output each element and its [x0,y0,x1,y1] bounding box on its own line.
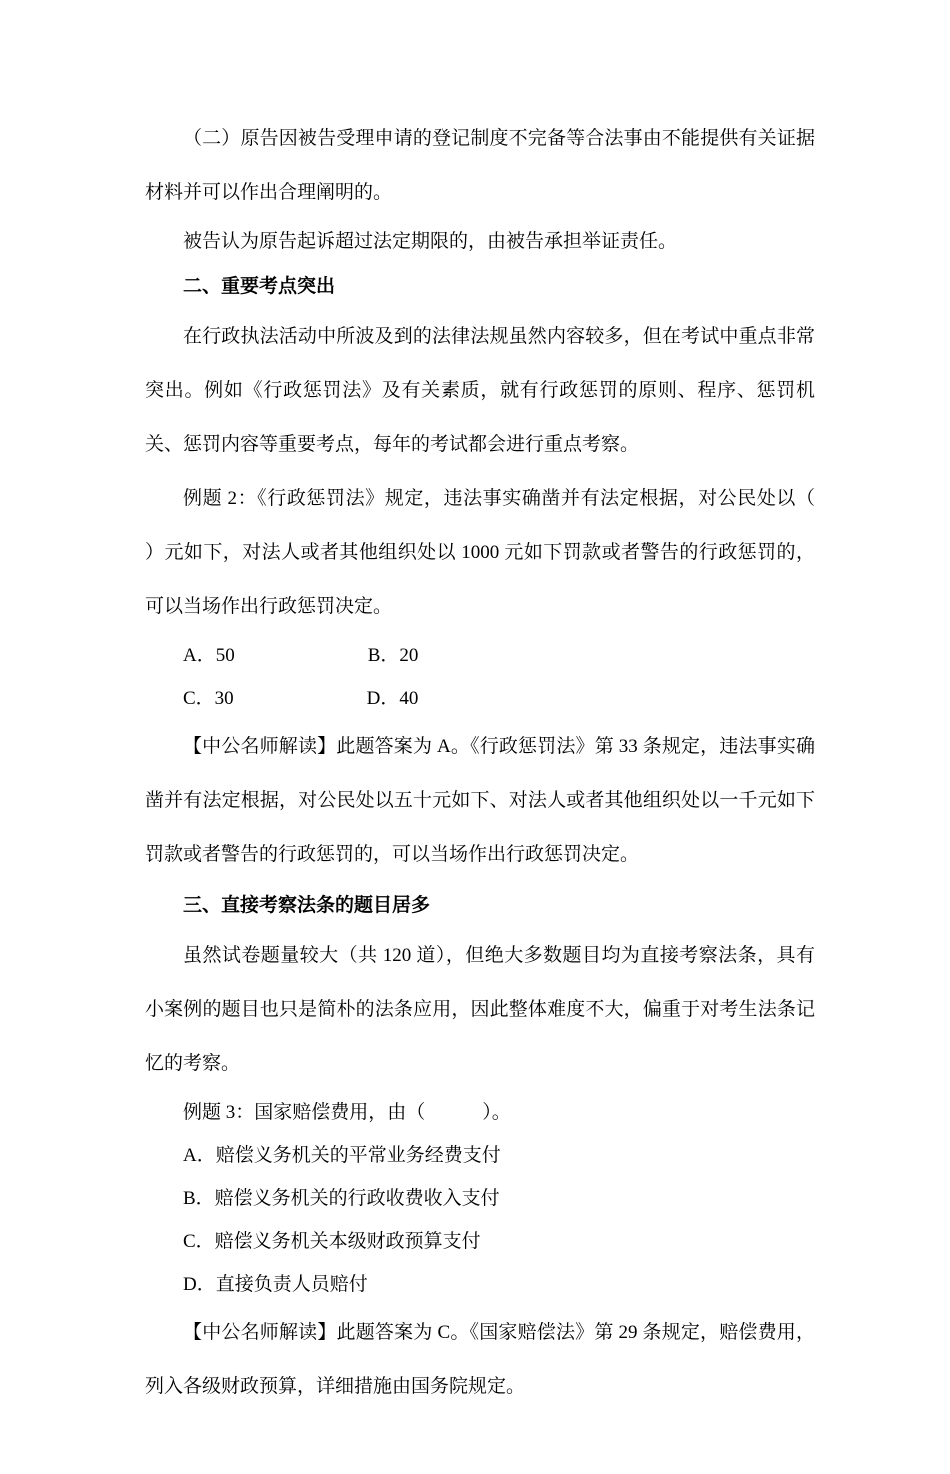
option-item: B．赔偿义务机关的行政收费收入支付 [183,1188,500,1209]
option-item: C．赔偿义务机关本级财政预算支付 [183,1231,481,1252]
option-row: C．30 D．40 [183,688,419,709]
paragraph: 在行政执法活动中所波及到的法律法规虽然内容较多，但在考试中重点非常突出。例如《行政惩罚法》及有关素质，就有行政惩罚的原则、程序、惩罚机关、惩罚内容等重要考点，每年的考试都会进行重点考察。 [145,326,815,455]
section-heading: 三、直接考察法条的题目居多 [183,895,431,916]
explanation: 【中公名师解读】此题答案为 C。《国家赔偿法》第 29 条规定，赔偿费用，列入各级财政预算，详细措施由国务院规定。 [145,1322,815,1397]
paragraph: 虽然试卷题量较大（共 120 道），但绝大多数题目均为直接考察法条，具有小案例的题目也只是简朴的法条应用，因此整体难度不大，偏重于对考生法条记忆的考察。 [145,945,815,1074]
explanation: 【中公名师解读】此题答案为 A。《行政惩罚法》第 33 条规定，违法事实确凿并有法定根据，对公民处以五十元如下、对法人或者其他组织处以一千元如下罚款或者警告的行政惩罚的，可以当场作出行政惩罚决定。 [145,736,815,865]
paragraph: （二）原告因被告受理申请的登记制度不完备等合法事由不能提供有关证据材料并可以作出合理阐明的。 [145,128,815,203]
section-heading: 二、重要考点突出 [183,276,336,297]
paragraph: 被告认为原告起诉超过法定期限的，由被告承担举证责任。 [183,231,678,252]
option-item: A．赔偿义务机关的平常业务经费支付 [183,1145,501,1166]
question-text: 例题 3：国家赔偿费用，由（ ）。 [183,1102,511,1123]
question-text: 例题 2：《行政惩罚法》规定，违法事实确凿并有法定根据，对公民处以（ ）元如下，对法人或者其他组织处以 1000 元如下罚款或者警告的行政惩罚的，可以当场作出行政惩罚决定。 [145,488,892,617]
option-row: A．50 B．20 [183,645,419,666]
option-item: D．直接负责人员赔付 [183,1274,368,1295]
document-body [145,112,892,1414]
